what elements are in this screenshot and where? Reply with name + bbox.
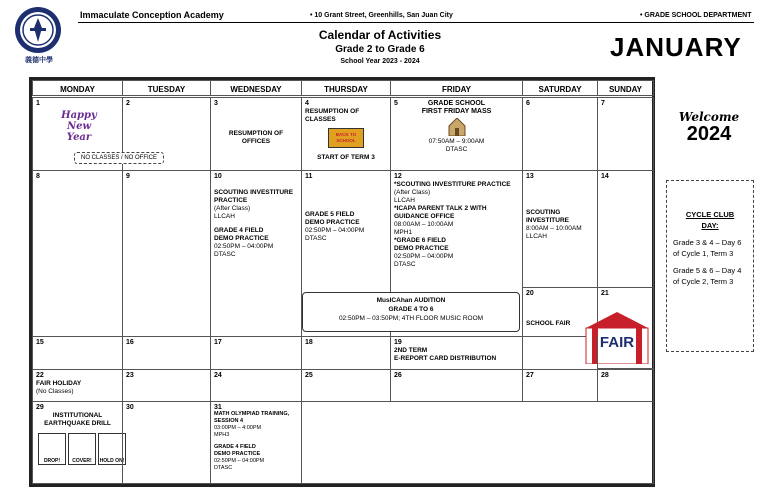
day-header-wednesday: WEDNESDAY [210, 80, 302, 96]
event-line: 02:50PM – 04:00PM [214, 243, 274, 250]
event-line: *ICAPA PARENT TALK 2 WITH [394, 205, 487, 212]
audition-grades: GRADE 4 TO 6 [388, 306, 434, 313]
event-line: INVESTITURE [526, 217, 569, 224]
day-number: 9 [126, 173, 130, 180]
event-line: 02:50PM – 04:00PM [394, 253, 454, 260]
day-cell-3 [210, 97, 302, 171]
event-line: DEMO PRACTICE [214, 451, 261, 457]
school-year: School Year 2023 - 2024 [340, 58, 420, 65]
day-number: 14 [601, 173, 609, 180]
event-school-fair: SCHOOL FAIR [526, 320, 571, 327]
earthquake-drill-graphic [38, 433, 126, 465]
event-line: LLCAH [394, 197, 415, 204]
day-number: 24 [214, 372, 222, 379]
cycle-info-grade34: Grade 3 & 4 – Day 6 of Cycle 1, Term 3 [673, 238, 742, 258]
drop-icon [38, 433, 66, 465]
event-line: FAIR HOLIDAY [36, 380, 82, 387]
audition-title: MusICAhan AUDITION [376, 297, 446, 304]
day-cell-17 [210, 336, 302, 370]
day-cell-15 [32, 336, 123, 370]
welcome-year: 2024 [686, 123, 732, 145]
day-number: 16 [126, 339, 134, 346]
day-cell-6 [522, 97, 598, 171]
audition-banner [302, 292, 520, 332]
department-name: • GRADE SCHOOL DEPARTMENT [640, 12, 752, 19]
day-cell-31 [210, 401, 302, 484]
drill-label: DROP! [43, 458, 61, 464]
event-line: GRADE 4 FIELD [214, 444, 256, 450]
day-number: 29 [36, 404, 44, 411]
day-header-friday: FRIDAY [390, 80, 523, 96]
page-subtitle: Grade 2 to Grade 6 [335, 44, 425, 55]
day-number: 26 [394, 372, 402, 379]
event-line: SCOUTING INVESTITURE [214, 189, 294, 196]
event-line: PRACTICE [214, 197, 248, 204]
event-line: 08:00AM – 10:00AM [394, 221, 454, 228]
welcome-text: Welcome [678, 110, 740, 124]
day-number: 11 [305, 173, 313, 180]
audition-time: 02:50PM – 03:50PM; 4TH FLOOR MUSIC ROOM [338, 315, 484, 322]
happy-new-year-graphic: Happy New Year [61, 110, 97, 143]
day-number: 19 [394, 339, 402, 346]
church-icon [447, 118, 467, 136]
event-first-friday-mass: FIRST FRIDAY MASS [421, 108, 492, 115]
drill-label: HOLD ON! [99, 458, 125, 464]
school-address: • 10 Grant Street, Greenhills, San Juan City [310, 12, 453, 19]
event-line: MPH3 [214, 432, 230, 438]
event-line: E-REPORT CARD DISTRIBUTION [394, 355, 497, 362]
back-to-school-icon: BACK TO SCHOOL [328, 128, 364, 148]
day-cell-13 [522, 170, 598, 288]
event-line: EARTHQUAKE DRILL [44, 420, 111, 427]
day-cell-7 [597, 97, 654, 171]
event-line: (After Class) [214, 205, 251, 212]
event-first-friday: GRADE SCHOOL [427, 100, 486, 107]
day-number: 8 [36, 173, 40, 180]
cover-icon [68, 433, 96, 465]
cycle-club-title-2: DAY: [701, 221, 719, 230]
event-line: DTASC [214, 251, 236, 258]
day-header-tuesday: TUESDAY [122, 80, 211, 96]
day-number: 25 [305, 372, 313, 379]
day-number: 30 [126, 404, 134, 411]
day-header-monday: MONDAY [32, 80, 123, 96]
event-resumption-offices: RESUMPTION OF OFFICES [228, 130, 284, 145]
event-line: DEMO PRACTICE [305, 219, 360, 226]
day-number: 7 [601, 100, 605, 107]
day-cell-24 [210, 369, 302, 402]
day-cell-19 [390, 336, 523, 370]
day-number: 1 [36, 100, 40, 107]
page-title: Calendar of Activities [318, 28, 442, 42]
event-line: GRADE 5 FIELD [305, 211, 355, 218]
day-number: 4 [305, 100, 309, 107]
day-header-saturday: SATURDAY [522, 80, 598, 96]
event-line: GUIDANCE OFFICE [394, 213, 455, 220]
day-cell-22 [32, 369, 123, 402]
event-line: MATH OLYMPIAD TRAINING, [214, 411, 290, 417]
event-start-term3: START OF TERM 3 [317, 154, 375, 161]
day-cell-23 [122, 369, 211, 402]
day-number: 20 [526, 290, 534, 297]
day-cell-25 [301, 369, 391, 402]
month-title: JANUARY [610, 32, 742, 62]
event-time: 07:50AM – 9:00AM [428, 138, 485, 145]
day-cell-20-cont [522, 336, 598, 370]
day-number: 13 [526, 173, 534, 180]
day-cell-16 [122, 336, 211, 370]
event-line: MPH1 [394, 229, 413, 236]
event-line: DTASC [305, 235, 327, 242]
day-header-thursday: THURSDAY [301, 80, 391, 96]
event-resumption-classes: RESUMPTION OF CLASSES [305, 108, 360, 123]
fair-sign-label: FAIR [599, 334, 635, 351]
event-line: INSTITUTIONAL [52, 412, 103, 419]
event-line: DTASC [394, 261, 416, 268]
welcome-2024-graphic [672, 110, 746, 144]
day-number: 18 [305, 339, 313, 346]
day-cell-26 [390, 369, 523, 402]
event-line: DEMO PRACTICE [394, 245, 449, 252]
event-line: (After Class) [394, 189, 431, 196]
day-cell-5 [390, 97, 523, 171]
day-number: 10 [214, 173, 222, 180]
event-line: DEMO PRACTICE [214, 235, 269, 242]
day-cell-27 [522, 369, 598, 402]
day-number: 21 [601, 290, 609, 297]
day-cell-9 [122, 170, 211, 337]
event-line: SCOUTING [526, 209, 561, 216]
day-number: 17 [214, 339, 222, 346]
cycle-club-title: CYCLE CLUB [685, 210, 735, 219]
event-line: 2ND TERM [394, 347, 428, 354]
event-line: 02:50PM – 04:00PM [214, 458, 265, 464]
day-cell-10 [210, 170, 302, 337]
event-line: 8:00AM – 10:00AM [526, 225, 582, 232]
school-name: Immaculate Conception Academy [80, 10, 224, 20]
day-number: 23 [126, 372, 134, 379]
event-line: GRADE 4 FIELD [214, 227, 264, 234]
school-seal-icon [14, 6, 62, 54]
no-classes-notice: NO CLASSES / NO OFFICE [74, 152, 164, 164]
day-cell-30 [122, 401, 211, 484]
day-number: 28 [601, 372, 609, 379]
day-number: 3 [214, 100, 218, 107]
day-number: 5 [394, 100, 398, 107]
day-number: 15 [36, 339, 44, 346]
header-divider [78, 22, 754, 23]
day-number: 27 [526, 372, 534, 379]
day-number: 22 [36, 372, 44, 379]
day-cell-14 [597, 170, 654, 288]
day-number: 6 [526, 100, 530, 107]
event-place: DTASC [445, 146, 468, 153]
cycle-club-box [666, 180, 754, 352]
seal-caption: 義德中學 [25, 57, 53, 64]
day-cell-18 [301, 336, 391, 370]
event-line: LLCAH [526, 233, 547, 240]
drill-label: COVER! [72, 458, 92, 464]
day-header-sunday: SUNDAY [597, 80, 654, 96]
day-cell-28 [597, 369, 654, 402]
cycle-info-grade56: Grade 5 & 6 – Day 4 of Cycle 2, Term 3 [673, 266, 742, 286]
event-line: 02:50PM – 04:00PM [305, 227, 365, 234]
event-line: LLCAH [214, 213, 235, 220]
event-line: *GRADE 6 FIELD [394, 237, 447, 244]
day-number: 31 [214, 404, 222, 411]
event-line: (No Classes) [36, 388, 74, 395]
event-line: SESSION 4 [214, 418, 244, 424]
day-number: 2 [126, 100, 130, 107]
day-cell-8 [32, 170, 123, 337]
event-line: 03:00PM – 4:00PM [214, 425, 262, 431]
empty-cell [301, 401, 654, 484]
day-cell-4 [301, 97, 391, 171]
event-line: DTASC [214, 465, 233, 471]
day-number: 12 [394, 173, 402, 180]
event-line: *SCOUTING INVESTITURE PRACTICE [394, 181, 511, 188]
